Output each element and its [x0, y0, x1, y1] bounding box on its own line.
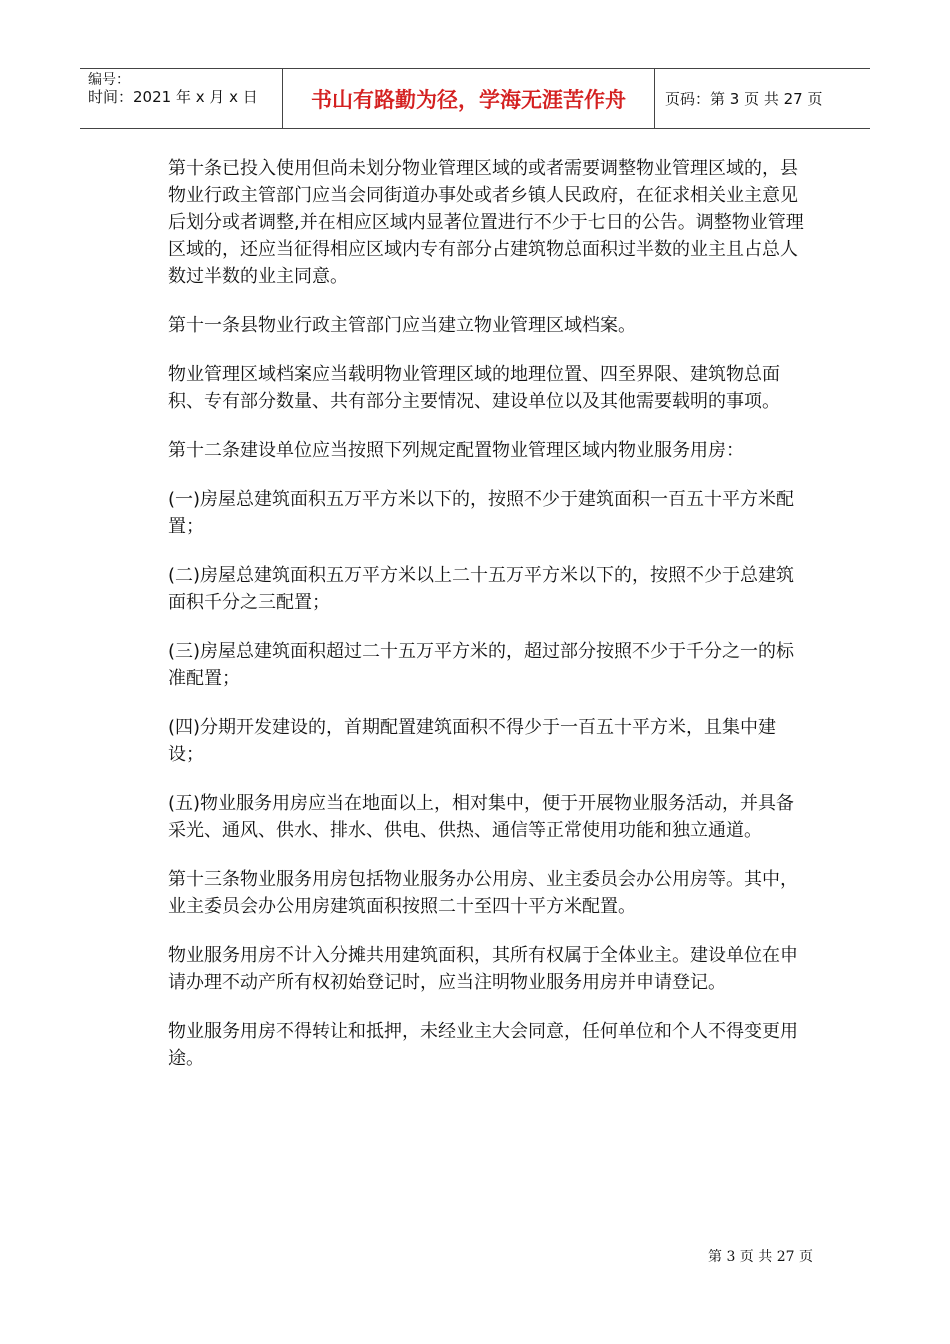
header-info-cell — [80, 69, 282, 128]
header-page-number: 页码：第 3 页 共 27 页 — [665, 90, 823, 108]
header-motto-cell — [282, 69, 655, 128]
paragraph-ownership: 物业服务用房不计入分摊共用建筑面积，其所有权属于全体业主。建设单位在申请办理不动产所有权初始登记时，应当注明物业服务用房并申请登记。 — [168, 945, 798, 993]
list-item-3: (三)房屋总建筑面积超过二十五万平方米的，超过部分按照不少于千分之一的标准配置； — [168, 641, 795, 689]
document-number-label: 编号： — [88, 72, 130, 88]
document-time-label: 时间：2021 年 x 月 x 日 — [88, 88, 258, 106]
list-item-4: (四)分期开发建设的，首期配置建筑面积不得少于一百五十平方米，且集中建设； — [168, 717, 777, 765]
document-body — [168, 155, 808, 1094]
list-item-1: (一)房屋总建筑面积五万平方米以下的，按照不少于建筑面积一百五十平方米配置； — [168, 489, 795, 537]
paragraph-archive-contents: 物业管理区域档案应当载明物业管理区域的地理位置、四至界限、建筑物总面积、专有部分数量、共有部分主要情况、建设单位以及其他需要载明的事项。 — [168, 364, 780, 412]
list-item-2: (二)房屋总建筑面积五万平方米以上二十五万平方米以下的，按照不少于总建筑面积千分之三配置； — [168, 565, 795, 613]
header-page-cell — [655, 69, 870, 128]
footer-page-number: 第 3 页 共 27 页 — [708, 1249, 813, 1265]
paragraph-article-10: 第十条已投入使用但尚未划分物业管理区域的或者需要调整物业管理区域的，县物业行政主管部门应当会同街道办事处或者乡镇人民政府，在征求相关业主意见后划分或者调整,并在相应区域内显著位置进行不少于七日的公告。调整物业管理区域的，还应当征得相应区域内专有部分占建筑物总面积过半数的业主且占总人数过半数的业主同意。 — [168, 158, 804, 287]
header-motto: 书山有路勤为径，学海无涯苦作舟 — [311, 88, 626, 112]
paragraph-article-11: 第十一条县物业行政主管部门应当建立物业管理区域档案。 — [168, 315, 636, 336]
paragraph-no-transfer: 物业服务用房不得转让和抵押，未经业主大会同意，任何单位和个人不得变更用途。 — [168, 1021, 798, 1069]
paragraph-article-13: 第十三条物业服务用房包括物业服务办公用房、业主委员会办公用房等。其中，业主委员会办公用房建筑面积按照二十至四十平方米配置。 — [168, 869, 798, 917]
page-header — [80, 68, 870, 129]
list-item-5: (五)物业服务用房应当在地面以上，相对集中，便于开展物业服务活动，并具备采光、通风、供水、排水、供电、供热、通信等正常使用功能和独立通道。 — [168, 793, 795, 841]
paragraph-article-12: 第十二条建设单位应当按照下列规定配置物业管理区域内物业服务用房： — [168, 440, 744, 461]
